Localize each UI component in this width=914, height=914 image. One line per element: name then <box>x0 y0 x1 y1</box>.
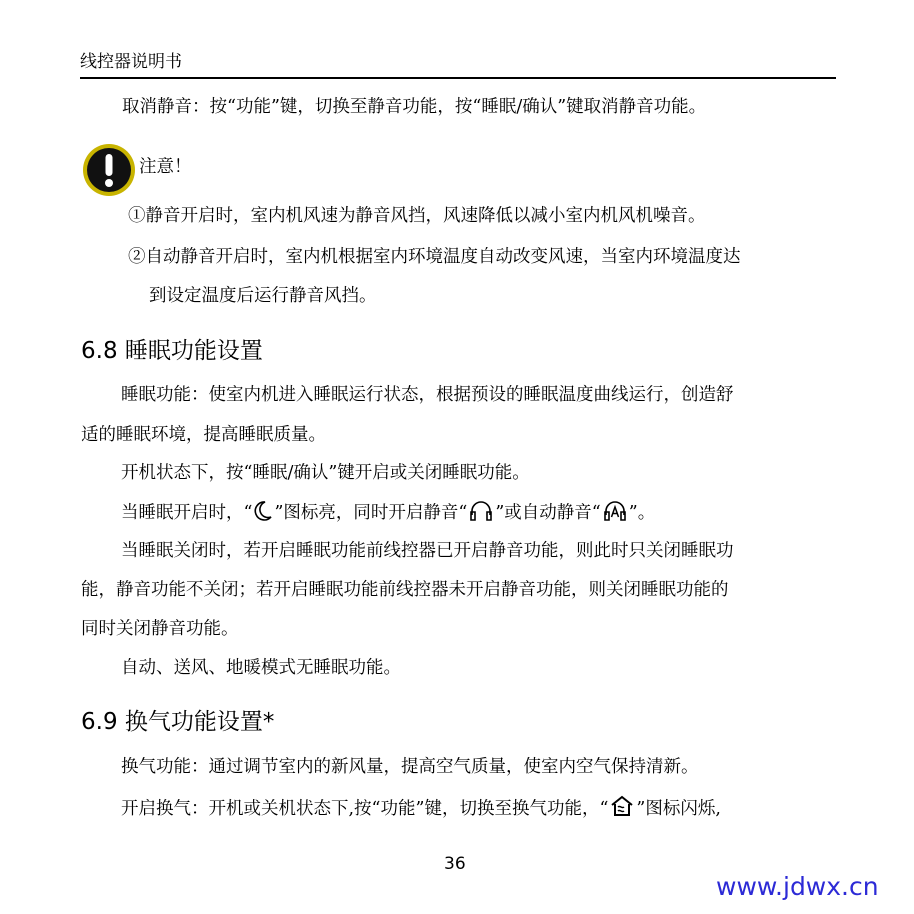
note-item-2-line-2: 到设定温度后运行静音风挡。 <box>149 286 377 306</box>
exclamation-icon <box>82 143 136 197</box>
headphones-icon <box>468 500 494 522</box>
moon-icon <box>253 500 273 522</box>
sleep-off-line-3: 同时关闭静音功能。 <box>81 619 239 639</box>
note-item-1: ①静音开启时，室内机风速为静音风挡，风速降低以减小室内机风机噪音。 <box>128 206 706 226</box>
sleep-desc-line-1: 睡眠功能：使室内机进入睡眠运行状态，根据预设的睡眠温度曲线运行，创造舒 <box>121 385 734 405</box>
note-label: 注意！ <box>139 157 192 177</box>
header-title: 线控器说明书 <box>80 52 182 72</box>
section-6-8-heading: 6.8 睡眠功能设置 <box>81 338 263 364</box>
ventilation-enable-text-b: ”图标闪烁, <box>636 799 721 819</box>
sleep-toggle-text: 开机状态下，按“睡眠/确认”键开启或关闭睡眠功能。 <box>121 463 530 483</box>
no-sleep-modes-text: 自动、送风、地暖模式无睡眠功能。 <box>121 658 401 678</box>
auto-mute-icon <box>602 500 628 522</box>
note-item-2-line-1: ②自动静音开启时，室内机根据室内环境温度自动改变风速，当室内环境温度达 <box>128 247 741 267</box>
sleep-icons-line <box>121 500 655 525</box>
sleep-icons-text-c: ”或自动静音“ <box>495 503 601 523</box>
sleep-icons-text-a: 当睡眠开启时，“ <box>121 503 253 523</box>
sleep-icons-text-d: ”。 <box>628 503 656 523</box>
ventilation-desc: 换气功能：通过调节室内的新风量，提高空气质量，使室内空气保持清新。 <box>121 757 699 777</box>
ventilation-icon <box>609 794 635 818</box>
sleep-off-line-2: 能，静音功能不关闭；若开启睡眠功能前线控器未开启静音功能，则关闭睡眠功能的 <box>81 580 729 600</box>
sleep-off-line-1: 当睡眠关闭时，若开启睡眠功能前线控器已开启静音功能，则此时只关闭睡眠功 <box>121 541 734 561</box>
section-6-9-heading: 6.9 换气功能设置* <box>81 709 275 735</box>
header-rule <box>80 77 836 79</box>
ventilation-enable-text-a: 开启换气：开机或关机状态下,按“功能”键，切换至换气功能，“ <box>121 799 609 819</box>
watermark: www.jdwx.cn <box>716 872 879 901</box>
sleep-icons-text-b: ”图标亮，同时开启静音“ <box>274 503 468 523</box>
sleep-desc-line-2: 适的睡眠环境，提高睡眠质量。 <box>81 425 326 445</box>
page-number: 36 <box>444 854 466 874</box>
ventilation-enable-line <box>121 794 721 821</box>
mute-cancel-text: 取消静音：按“功能”键，切换至静音功能，按“睡眠/确认”键取消静音功能。 <box>122 97 707 117</box>
